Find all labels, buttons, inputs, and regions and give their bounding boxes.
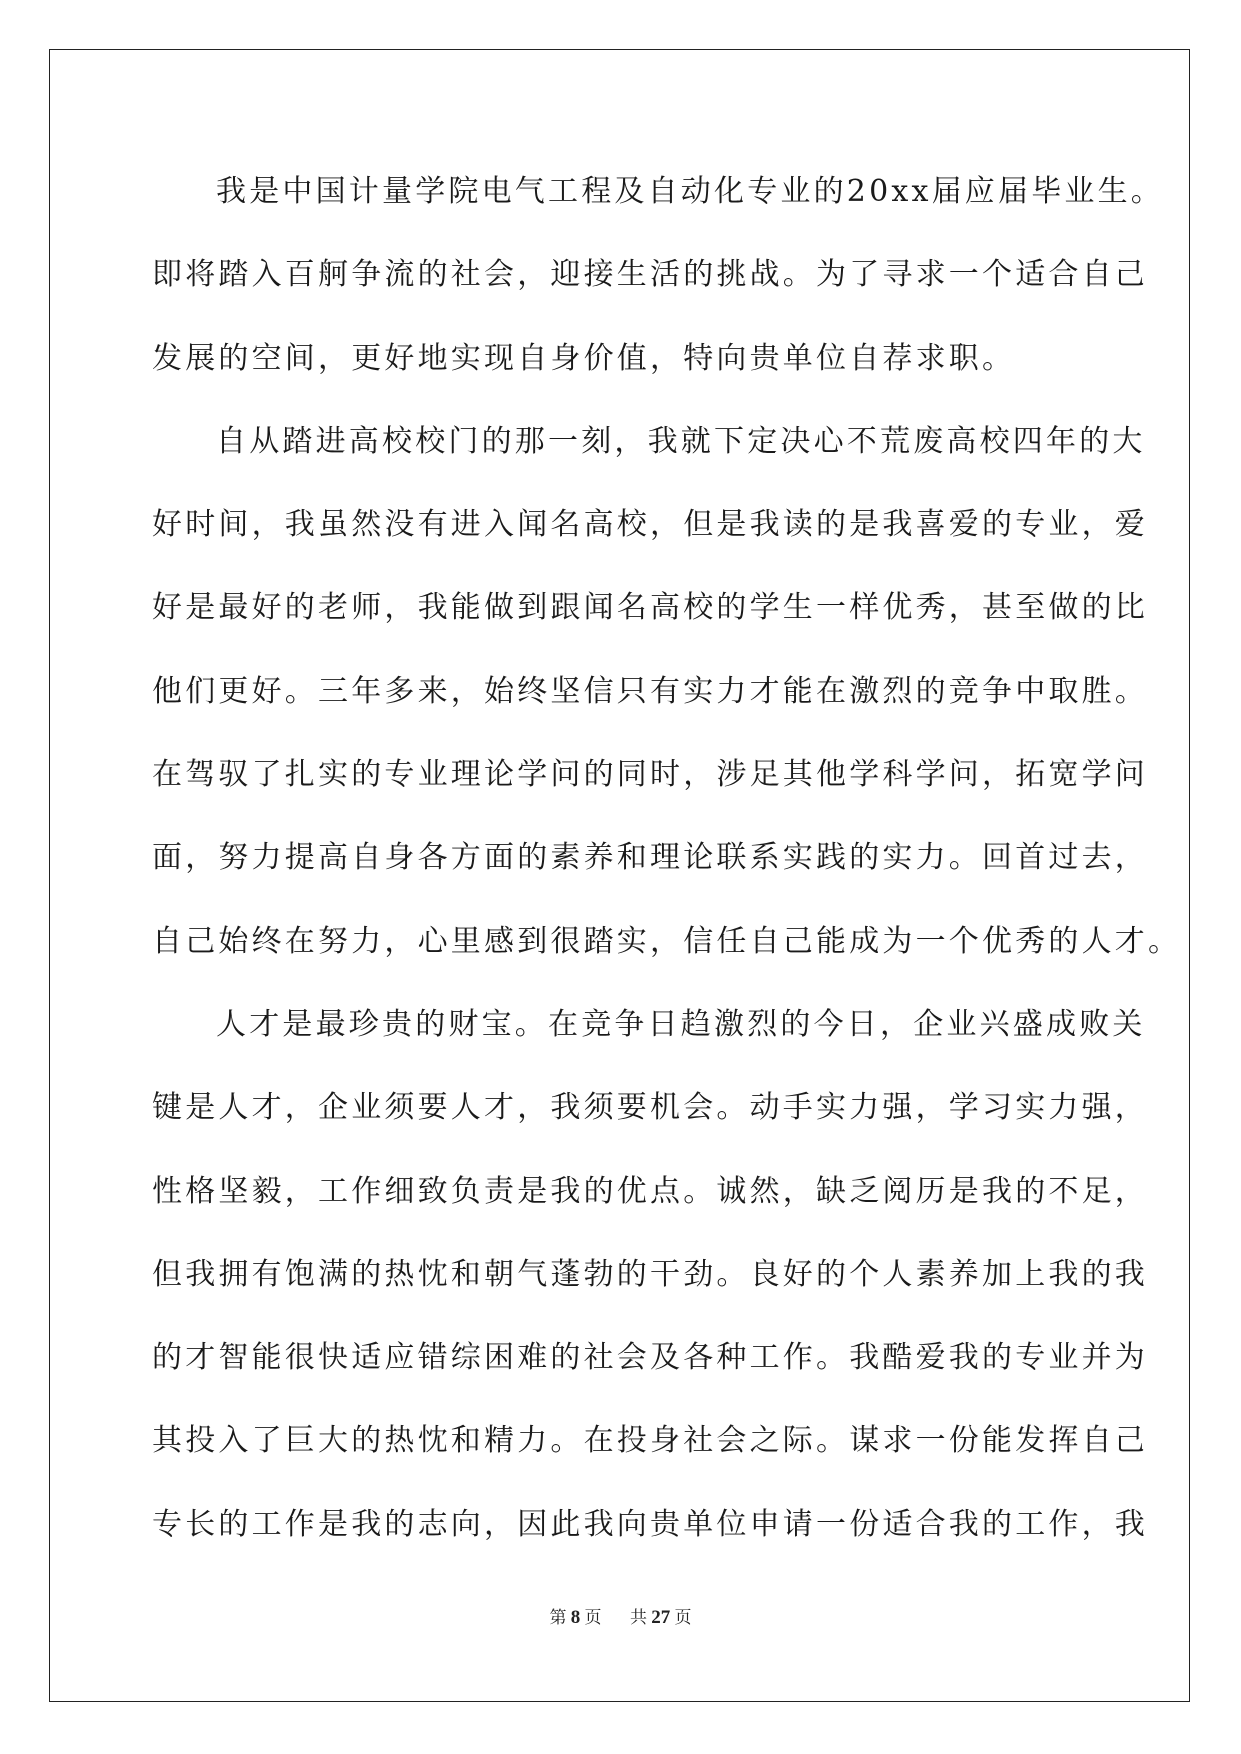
paragraph-line: 人才是最珍贵的财宝。在竞争日趋激烈的今日，企业兴盛成败关 xyxy=(216,1006,1146,1042)
paragraph-line: 好时间，我虽然没有进入闻名高校，但是我读的是我喜爱的专业，爱 xyxy=(152,507,1148,543)
page-suffix: 页 xyxy=(584,1608,602,1627)
paragraph-line: 的才智能很快适应错综困难的社会及各种工作。我酷爱我的专业并为 xyxy=(152,1340,1148,1376)
page-prefix: 第 xyxy=(549,1608,567,1627)
paragraph-line: 即将踏入百舸争流的社会，迎接生活的挑战。为了寻求一个适合自己 xyxy=(152,257,1148,293)
paragraph-line: 发展的空间，更好地实现自身价值，特向贵单位自荐求职。 xyxy=(152,340,1016,376)
paragraph-line: 其投入了巨大的热忱和精力。在投身社会之际。谋求一份能发挥自己 xyxy=(152,1423,1148,1459)
paragraph-line: 自从踏进高校校门的那一刻，我就下定决心不荒废高校四年的大 xyxy=(216,423,1146,459)
paragraph-line: 我是中国计量学院电气工程及自动化专业的20xx届应届毕业生。 xyxy=(216,174,1165,209)
paragraph-line: 好是最好的老师，我能做到跟闻名高校的学生一样优秀，甚至做的比 xyxy=(152,590,1148,626)
page-number: 8 xyxy=(570,1607,581,1628)
total-pages: 27 xyxy=(651,1607,671,1628)
total-suffix: 页 xyxy=(674,1608,692,1627)
total-prefix: 共 xyxy=(630,1608,647,1627)
page-footer xyxy=(0,1606,1241,1630)
paragraph-line: 专长的工作是我的志向，因此我向贵单位申请一份适合我的工作，我 xyxy=(152,1506,1148,1542)
paragraph-line: 他们更好。三年多来，始终坚信只有实力才能在激烈的竞争中取胜。 xyxy=(152,673,1148,709)
paragraph-line: 面，努力提高自身各方面的素养和理论联系实践的实力。回首过去， xyxy=(152,840,1148,876)
document-body xyxy=(152,162,1182,1578)
paragraph-line: 自己始终在努力，心里感到很踏实，信任自己能成为一个优秀的人才。 xyxy=(152,923,1182,959)
paragraph-line: 但我拥有饱满的热忱和朝气蓬勃的干劲。良好的个人素养加上我的我 xyxy=(152,1256,1148,1292)
paragraph-line: 在驾驭了扎实的专业理论学问的同时，涉足其他学科学问，拓宽学问 xyxy=(152,757,1148,793)
paragraph-line: 性格坚毅，工作细致负责是我的优点。诚然，缺乏阅历是我的不足， xyxy=(152,1173,1148,1209)
paragraph-line: 键是人才，企业须要人才，我须要机会。动手实力强，学习实力强， xyxy=(152,1090,1148,1126)
